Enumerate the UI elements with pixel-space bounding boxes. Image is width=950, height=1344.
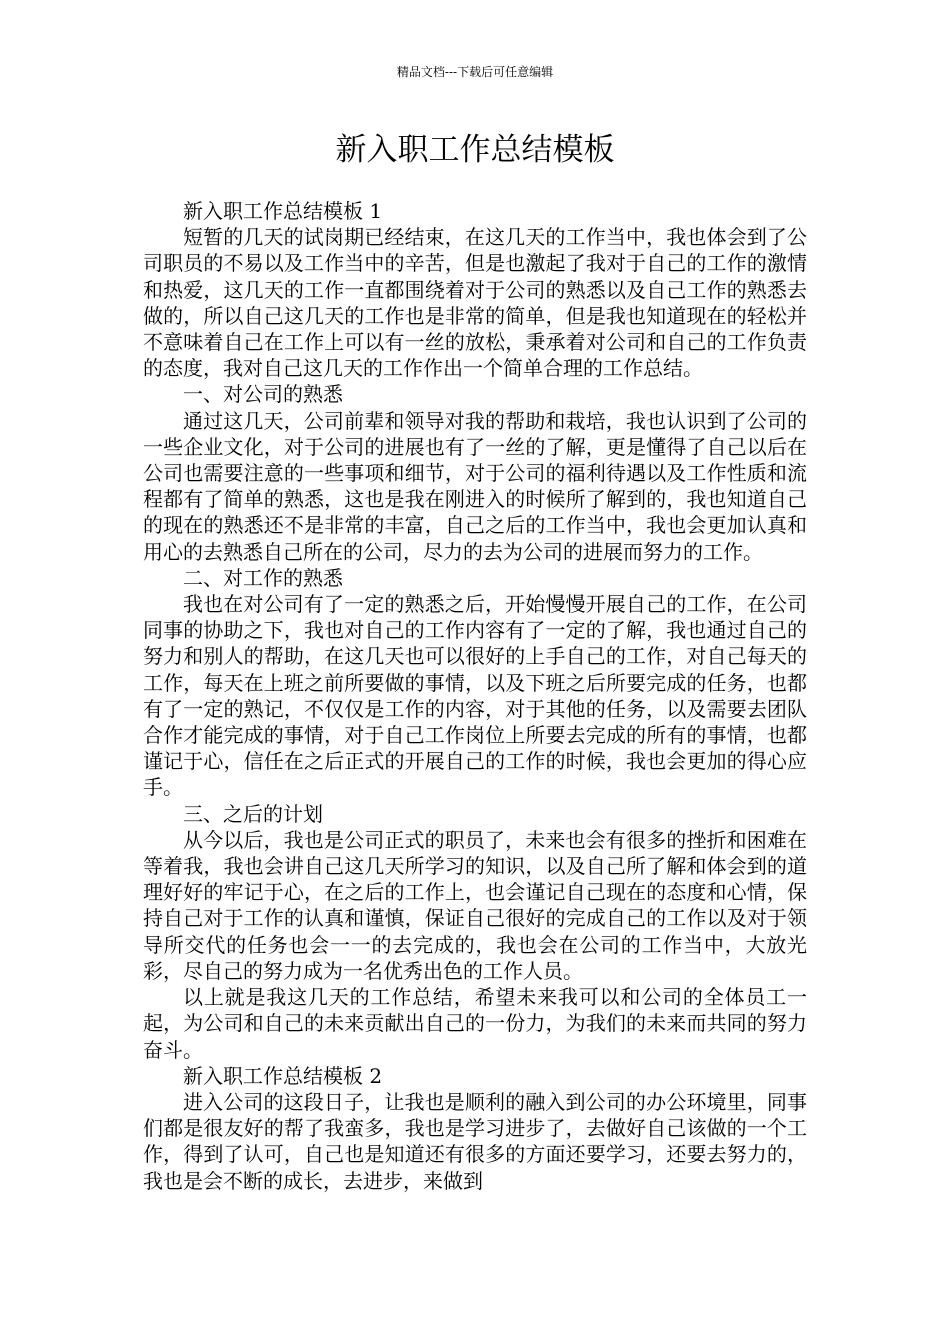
paragraph-plan: 从今以后，我也是公司正式的职员了，未来也会有很多的挫折和困难在等着我，我也会讲自己这几天所学习的知识，以及自己所了解和体会到的道理好好的牢记于心，在之后的工作上，也会谨记自己现在的态度和心情，保持自己对于工作的认真和谨慎，保证自己很好的完成自己的工作以及对于领导所交代的任务也会一一的去完成的，我也会在公司的工作当中，大放光彩，尽自己的努力成为一名优秀出色的工作人员。 — [143, 827, 807, 983]
paragraph-template-2: 进入公司的这段日子，让我也是顺利的融入到公司的办公环境里，同事们都是很友好的帮了我蛮多，我也是学习进步了，去做好自己该做的一个工作，得到了认可，自己也是知道还有很多的方面还要学习，还要去努力的，我也是会不断的成长，去进步，来做到 — [143, 1089, 807, 1193]
section-heading-company: 一、对公司的熟悉 — [183, 382, 343, 407]
paragraph-intro: 短暂的几天的试岗期已经结束，在这几天的工作当中，我也体会到了公司职员的不易以及工作当中的辛苦，但是也激起了我对于自己的工作的激情和热爱，这几天的工作一直都围绕着对于公司的熟悉以及自己工作的熟悉去做的，所以自己这几天的工作也是非常的简单，但是我也知道现在的轻松并不意味着自己在工作上可以有一丝的放松，秉承着对公司和自己的工作负责的态度，我对自己这几天的工作作出一个简单合理的工作总结。 — [143, 225, 807, 381]
section-heading-template-1: 新入职工作总结模板 1 — [183, 199, 383, 223]
paragraph-company: 通过这几天，公司前辈和领导对我的帮助和栽培，我也认识到了公司的一些企业文化，对于公司的进展也有了一丝的了解，更是懂得了自己以后在公司也需要注意的一些事项和细节，对于公司的福利待遇以及工作性质和流程都有了简单的熟悉，这也是我在刚进入的时候所了解到的，我也知道自己的现在的熟悉还不是非常的丰富，自己之后的工作当中，我也会更加认真和用心的去熟悉自己所在的公司，尽力的去为公司的进展而努力的工作。 — [143, 408, 807, 564]
section-heading-template-2: 新入职工作总结模板 2 — [183, 1063, 383, 1088]
section-heading-work: 二、对工作的熟悉 — [183, 565, 343, 590]
document-title: 新入职工作总结模板 — [335, 132, 615, 168]
section-heading-plan: 三、之后的计划 — [183, 801, 323, 826]
paragraph-work: 我也在对公司有了一定的熟悉之后，开始慢慢开展自己的工作，在公司同事的协助之下，我也对自己的工作内容有了一定的了解，我也通过自己的努力和别人的帮助，在这几天也可以很好的上手自己的工作，对自己每天的工作，每天在上班之前所要做的事情，以及下班之后所要完成的任务，也都有了一定的熟记，不仅仅是工作的内容，对于其他的任务，以及需要去团队合作才能完成的事情，对于自己工作岗位上所要去完成的所有的事情，也都谨记于心，信任在之后正式的开展自己的工作的时候，我也会更加的得心应手。 — [143, 592, 807, 800]
document-body — [143, 198, 807, 1194]
paragraph-conclusion: 以上就是我这几天的工作总结，希望未来我可以和公司的全体员工一起，为公司和自己的未来贡献出自己的一份力，为我们的未来而共同的努力奋斗。 — [143, 985, 807, 1062]
page-header: 精品文档---下载后可任意编辑 — [396, 65, 554, 79]
